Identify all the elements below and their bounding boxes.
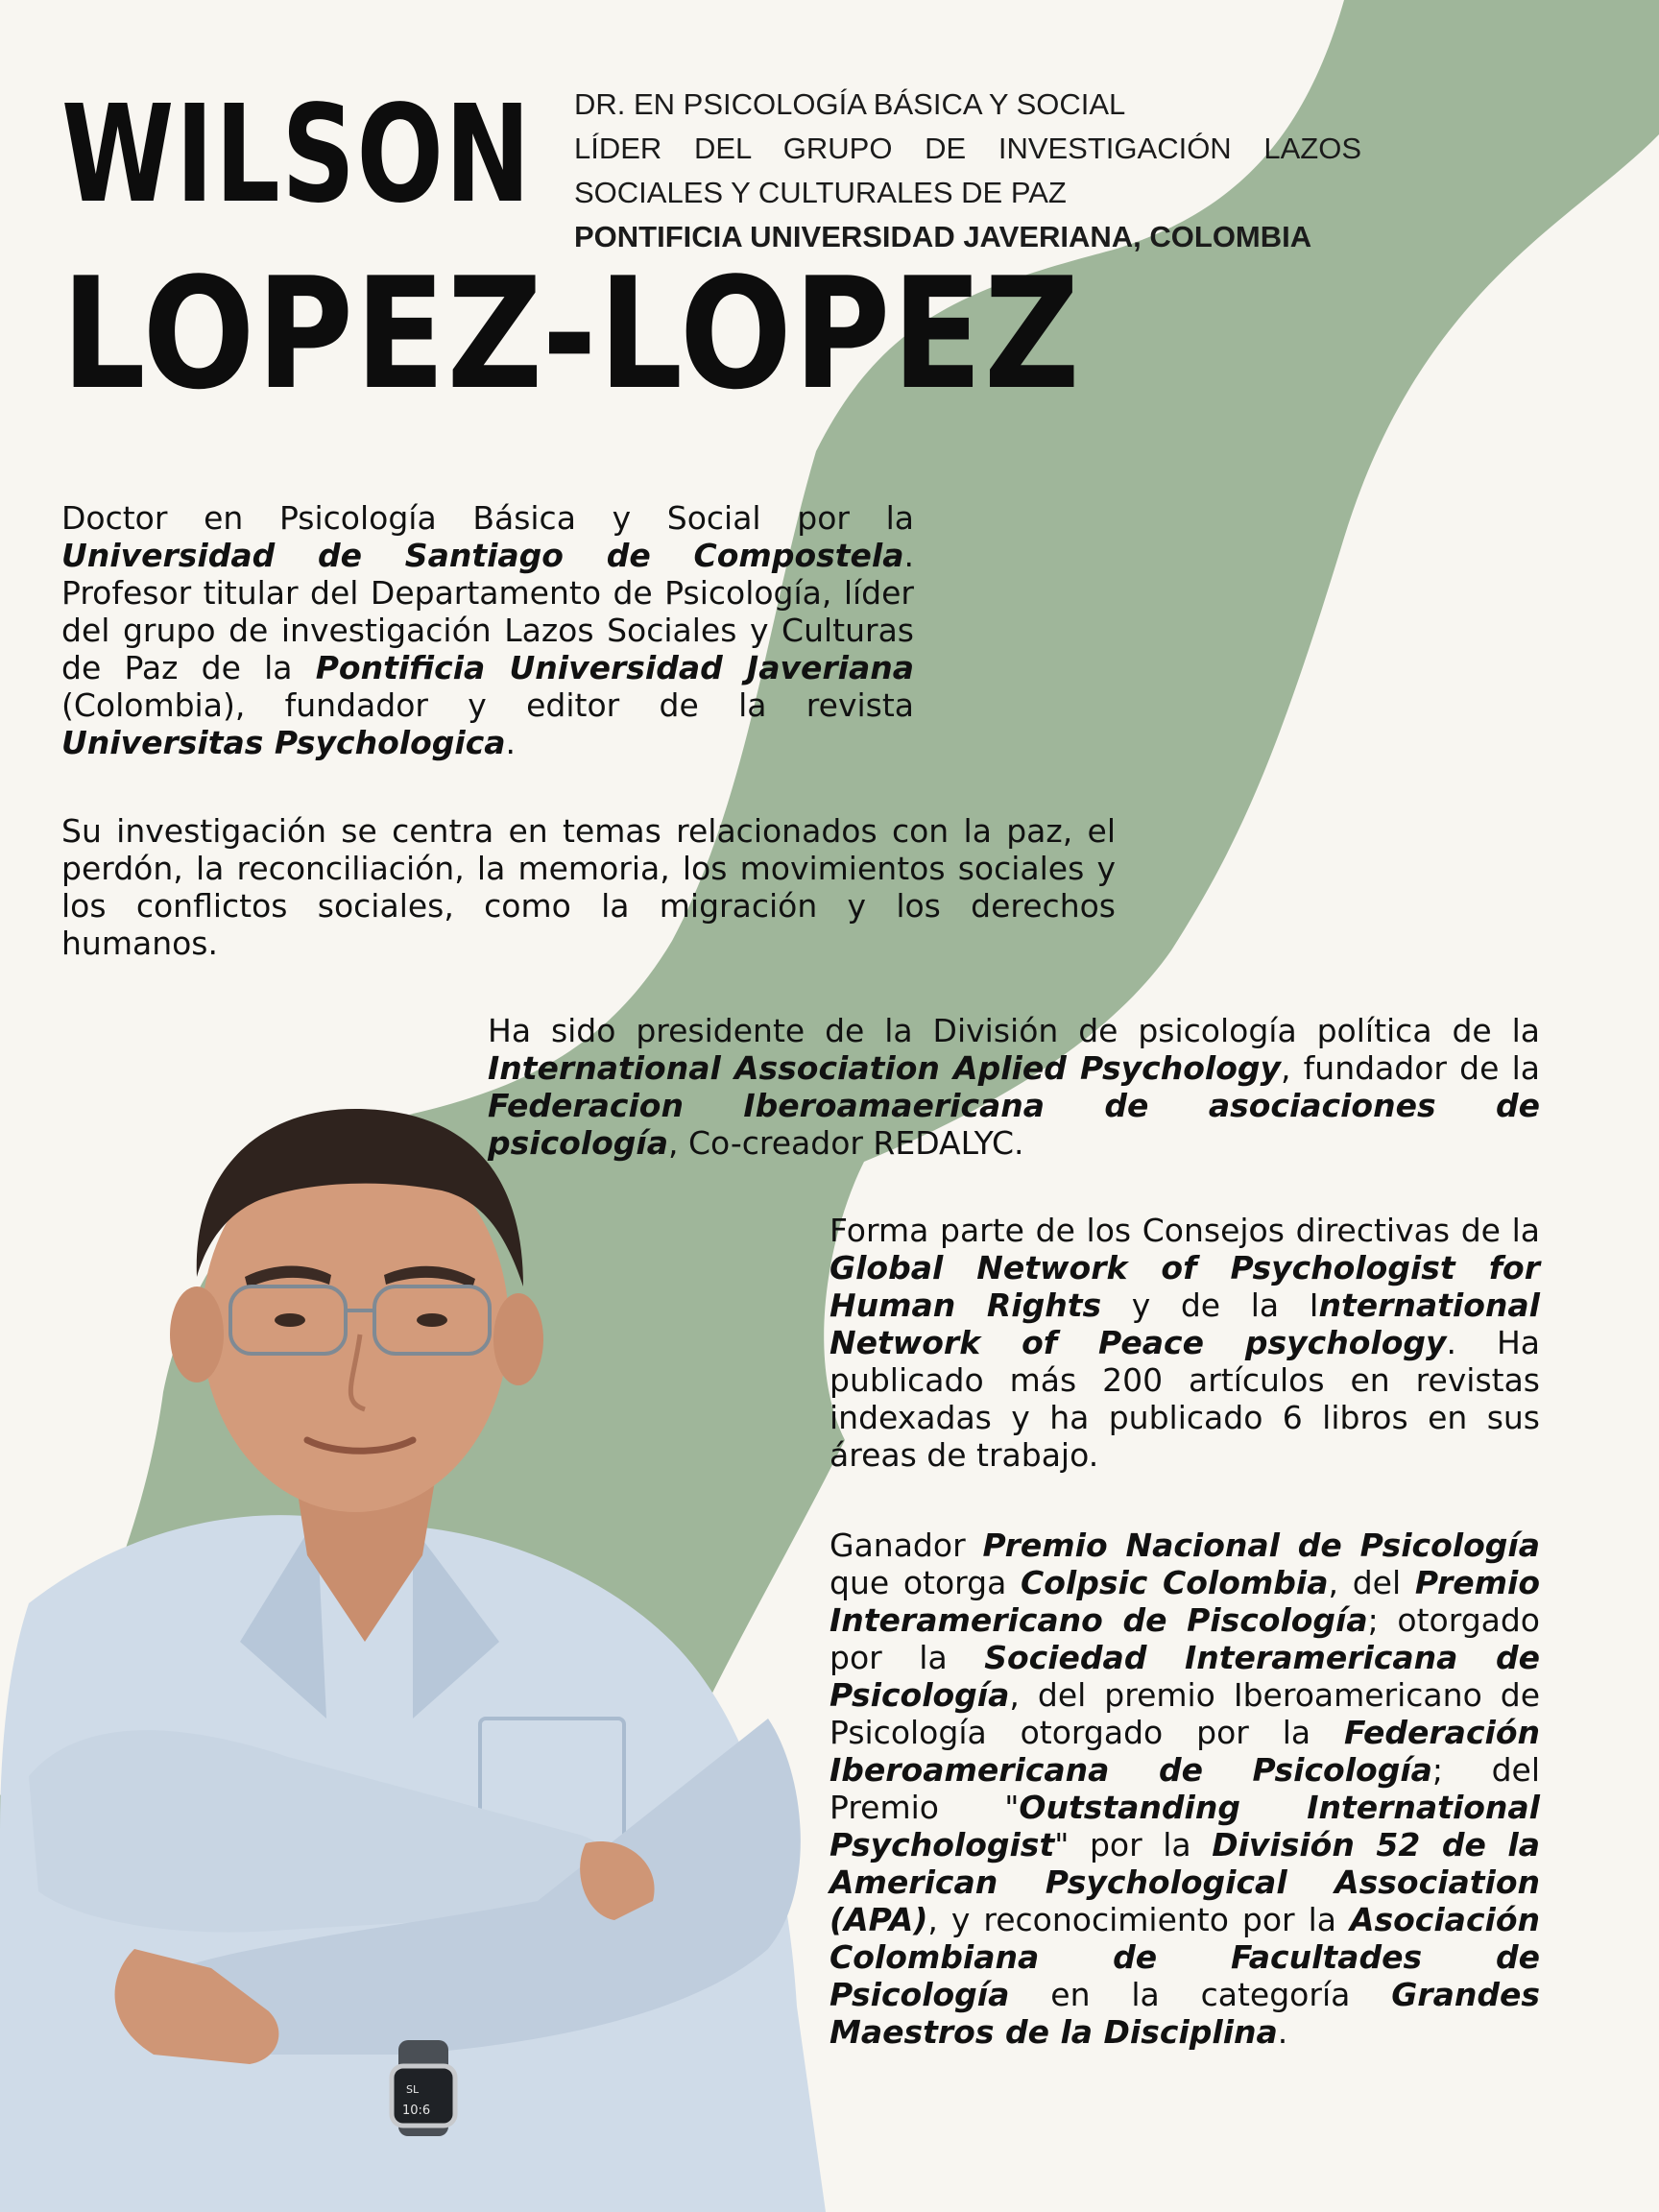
bio-paragraph-awards — [830, 1527, 1540, 2051]
credentials-block — [574, 83, 1361, 259]
text: . Ha publicado más 200 artículos en revistas indexadas y ha publicado 6 libros en sus áreas de trabajo. — [830, 1324, 1540, 1474]
text: , y reconocimiento por la — [927, 1901, 1350, 1938]
emphasis: Premio Nacional de Psicología — [982, 1527, 1540, 1564]
text: Su investigación se centra en temas relacionados con la paz, el perdón, la reconciliación, la memoria, los movimientos sociales y los conflictos sociales, como la migración y los derechos humanos. — [61, 812, 1116, 962]
text: ; del Premio " — [830, 1751, 1541, 1826]
text: , del — [1328, 1564, 1415, 1601]
emphasis: Outstanding International Psychologist — [830, 1789, 1540, 1863]
emphasis: Grandes Maestros de la Disciplina — [830, 1976, 1540, 2051]
text: Doctor en Psicología Básica y Social por la — [61, 499, 914, 537]
emphasis: Sociedad Interamericana de Psicología — [830, 1639, 1540, 1714]
emphasis: Colpsic Colombia — [1021, 1564, 1329, 1601]
emphasis: Pontificia Universidad Javeriana — [315, 649, 914, 686]
text: Ha sido presidente de la División de psicología política de la — [488, 1012, 1540, 1049]
text: Forma parte de los Consejos directivas de la — [830, 1212, 1540, 1249]
bio-paragraph-education — [61, 499, 914, 761]
text: (Colombia), fundador y editor de la revista — [61, 686, 914, 724]
emphasis: Premio Interamericano de Piscología — [830, 1564, 1541, 1639]
credential-university: PONTIFICIA UNIVERSIDAD JAVERIANA, COLOMBIA — [574, 220, 1312, 253]
emphasis: Global Network of Psychologist for Human Rights — [830, 1249, 1540, 1324]
last-name-heading: LOPEZ-LOPEZ — [61, 244, 1082, 423]
watch-time: 10:6 — [402, 2104, 431, 2118]
credential-group-name: SOCIALES Y CULTURALES DE PAZ — [574, 176, 1067, 209]
text: , fundador de la — [1281, 1049, 1540, 1087]
credential-group-leader: LÍDER DEL GRUPO DE INVESTIGACIÓN LAZOS — [574, 132, 1361, 165]
credential-degree: DR. EN PSICOLOGÍA BÁSICA Y SOCIAL — [574, 87, 1126, 121]
emphasis: Federación Iberoamericana de Psicología — [830, 1714, 1540, 1789]
text: ; otorgado por la — [830, 1601, 1540, 1676]
emphasis: Federacion Iberoamaericana de asociaciones de psicología — [488, 1087, 1540, 1162]
text: . — [505, 724, 517, 761]
text: Ganador — [830, 1527, 983, 1564]
emphasis: Asociación Colombiana de Facultades de Psicología — [830, 1901, 1540, 2013]
text: , Co-creador REDALYC. — [668, 1124, 1024, 1162]
text: y de la I — [1101, 1286, 1319, 1324]
text: " por la — [1054, 1826, 1213, 1863]
text: que otorga — [830, 1564, 1022, 1601]
text: . Profesor titular del Departamento de Psicología, líder del grupo de investigación Lazos Sociales y Culturas de Paz de la — [61, 537, 914, 686]
bio-paragraph-research — [61, 812, 1116, 962]
first-name-heading: WILSON — [61, 77, 532, 233]
emphasis: Universidad de Santiago de Compostela — [61, 537, 904, 574]
portrait-photo — [0, 1104, 826, 2212]
emphasis: Universitas Psychologica — [61, 724, 506, 761]
bio-paragraph-boards — [830, 1212, 1540, 1474]
text: en la categoría — [1009, 1976, 1392, 2013]
emphasis: International Association Aplied Psychology — [488, 1049, 1282, 1087]
watch-date: SL — [406, 2083, 420, 2096]
text: , del premio Iberoamericano de Psicología otorgado por la — [830, 1676, 1540, 1751]
text: . — [1277, 2013, 1288, 2051]
emphasis: División 52 de la American Psychological Association (APA) — [830, 1826, 1541, 1938]
emphasis: nternational Network of Peace psychology — [830, 1286, 1540, 1361]
